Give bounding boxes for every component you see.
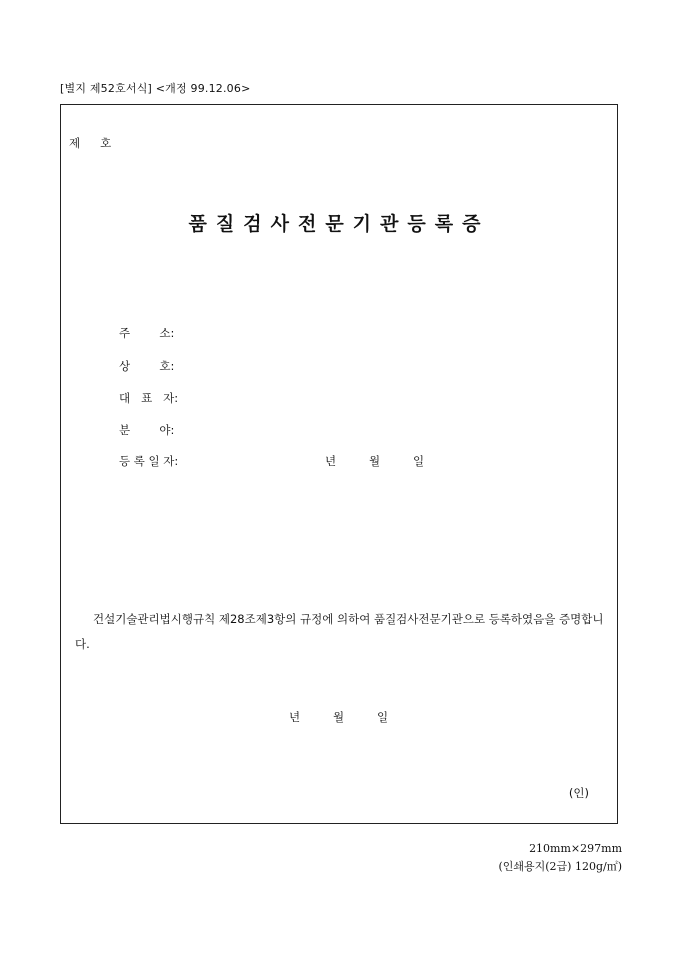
issue-day-label: 일 — [377, 710, 389, 724]
paper-spec: (인쇄용지(2급) 120g/㎡) — [498, 860, 622, 873]
cert-number-label-1: 제 — [69, 136, 81, 150]
reg-month-label: 월 — [369, 454, 381, 468]
field-address — [119, 325, 174, 341]
paper-size: 210mm×297mm — [529, 842, 622, 855]
field-business-field — [119, 422, 174, 438]
registration-date-label: 등 록 일 자: — [119, 454, 179, 468]
representative-label: 대 표 자: — [119, 391, 179, 405]
issue-date — [289, 709, 421, 725]
issue-month-label: 월 — [333, 710, 345, 724]
certificate-number — [69, 135, 111, 151]
issue-year-label: 년 — [289, 710, 301, 724]
certificate-title: 품질검사전문기관등록증 — [188, 213, 490, 235]
address-label: 주 소: — [119, 326, 175, 340]
reg-year-label: 년 — [325, 454, 337, 468]
certificate-frame — [60, 104, 618, 824]
seal-mark: (인) — [568, 786, 589, 800]
reg-day-label: 일 — [413, 454, 425, 468]
trade-name-label: 상 호: — [119, 359, 175, 373]
field-trade-name — [119, 358, 174, 374]
cert-number-label-2: 호 — [100, 136, 112, 150]
certification-statement: 건설기술관리법시행규칙 제28조제3항의 규정에 의하여 품질검사전문기관으로 등록하였음을 증명합니다. — [75, 612, 604, 651]
field-registration-date — [119, 453, 178, 469]
registration-date-parts — [325, 453, 457, 469]
form-reference: [별지 제52호서식] <개정 99.12.06> — [60, 82, 251, 95]
field-representative — [119, 390, 178, 406]
business-field-label: 분 야: — [119, 423, 175, 437]
